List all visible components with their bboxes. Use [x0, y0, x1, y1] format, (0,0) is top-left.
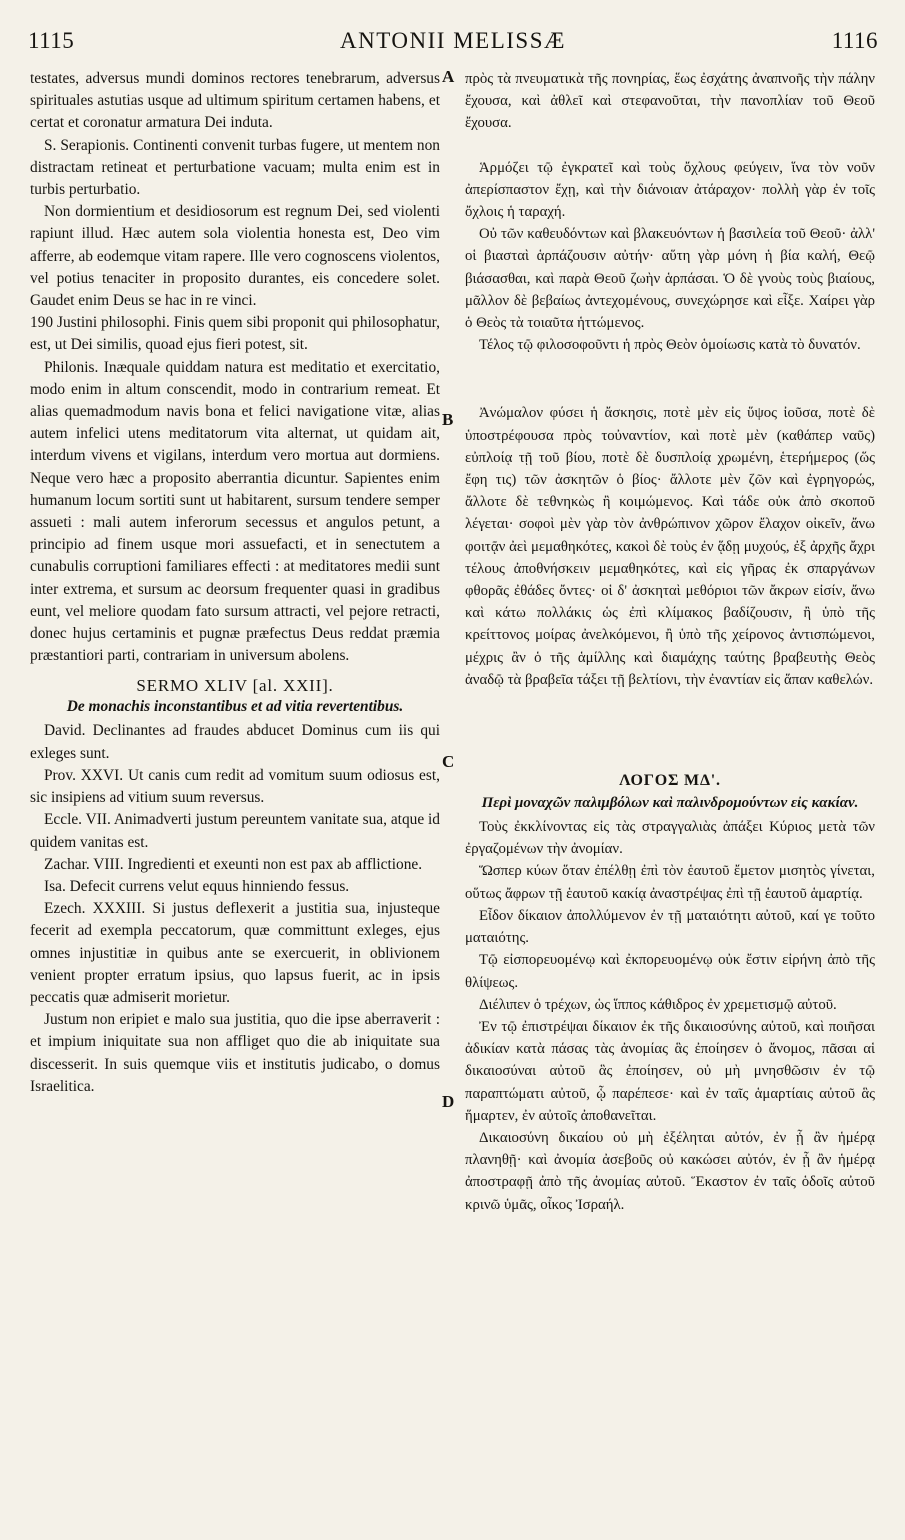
- greek-paragraph: Οὐ τῶν καθευδόντων καὶ βλακευόντων ἡ βασιλεία τοῦ Θεοῦ· ἀλλ' οἱ βιασταὶ ἁρπάζουσιν αὐτήν· αὕτη γὰρ μόνη ἡ βία καλή, Θεῷ βιάσασθαι, καὶ παρὰ Θεοῦ ζωὴν ἁρπάσαι. Ὁ δὲ γνοὺς τοὺς βιαίους, μᾶλλον δὲ βεβαίως ἀντεχομένους, συνεχώρησε καὶ εἶξε. Χαίρει γὰρ ὁ Θεὸς τὰ τοιαῦτα ἡττώμενος.: [465, 226, 875, 332]
- running-title: ANTONII MELISSÆ: [340, 28, 566, 53]
- latin-paragraph: testates, adversus mundi dominos rectores tenebrarum, adversus spirituales astutias usque ad ultimum spiritum certamen habens, et certat et coronatur armatura Dei induta.: [30, 70, 440, 132]
- latin-paragraph: Eccle. VII. Animadverti justum pereuntem vanitate sua, atque id quidem vanitas est.: [30, 811, 440, 851]
- page-number-right: 1116: [831, 28, 878, 53]
- logos-subtitle: Περὶ μοναχῶν παλιμβόλων καὶ παλινδρομούντων εἰς κακίαν.: [481, 795, 859, 812]
- greek-paragraph: Διέλιπεν ὁ τρέχων, ὡς ἵππος κάθιδρος ἐν χρεμετισμῷ αὐτοῦ.: [479, 996, 837, 1013]
- latin-paragraph: Prov. XXVI. Ut canis cum redit ad vomitum suum odiosus est, sic insipiens ad vitium suum reversus.: [30, 766, 440, 807]
- latin-paragraph: Non dormientium et desidiosorum est regnum Dei, sed violenti rapiunt illud. Hæc autem sola violentia honesta est, Deo vim afferre, ab eodemque vitam rapere. Ille vero cognoscens violentos, vel potius tenaciter in proposito durantes, eis concedere solet. Gaudet enim Deus se hac in re vinci.: [30, 203, 440, 310]
- latin-paragraph: Isa. Defecit currens velut equus hinniendo fessus.: [44, 877, 350, 895]
- sermo-subtitle: De monachis inconstantibus et ad vitia revertentibus.: [66, 698, 404, 716]
- greek-paragraph: Ἐν τῷ ἐπιστρέψαι δίκαιον ἐκ τῆς δικαιοσύνης αὐτοῦ, καὶ ποιῆσαι ἀδικίαν κατὰ πάσας τὰς ἀνομίας ἃς ἐποίησεν ὁ ἄνομος, πᾶσαι αἱ δικαιοσύναι αὐτοῦ ἃς ἐποίησεν, οὐ μὴ μνησθῶσιν ἐν τῷ παραπτώματι αὐτοῦ, ᾧ παρέπεσε· καὶ ἐν ταῖς ἁμαρτίαις αὐτοῦ ἃς ἥμαρτεν, ἐν αὐτοῖς ἀποθανεῖται.: [465, 1018, 875, 1124]
- greek-paragraph: πρὸς τὰ πνευματικὰ τῆς πονηρίας, ἕως ἐσχάτης ἀναπνοῆς τὴν πάλην ἔχουσα, καὶ ἀθλεῖ καὶ στεφανοῦται, τὴν πανοπλίαν τοῦ Θεοῦ ἔχουσα.: [465, 71, 875, 132]
- latin-paragraph: 190 Justini philosophi. Finis quem sibi proponit qui philosophatur, est, ut Dei similis, quoad ejus fieri potest, sit.: [30, 314, 440, 354]
- greek-paragraph: Δικαιοσύνη δικαίου οὐ μὴ ἐξέληται αὐτόν, ἐν ᾗ ἂν ἡμέρᾳ πλανηθῇ· καὶ ἀνομία ἀσεβοῦς οὐ κακώσει αὐτόν, ἐν ᾗ ἂν ἡμέρᾳ ἀποστραφῇ ἀπὸ τῆς ἀνομίας αὐτοῦ. Ἕκαστον ἐν ταῖς ὁδοῖς αὐτοῦ κρινῶ ὑμᾶς, οἶκος Ἰσραήλ.: [465, 1129, 875, 1213]
- latin-column: [30, 68, 440, 1098]
- margin-letter-c: C: [442, 752, 455, 771]
- greek-paragraph: Τοὺς ἐκκλίνοντας εἰς τὰς στραγγαλιὰς ἀπάξει Κύριος μετὰ τῶν ἐργαζομένων τὴν ἀνομίαν.: [465, 819, 875, 858]
- sermo-title: SERMO XLIV [al. XXII].: [136, 676, 334, 696]
- latin-paragraph: Justum non eripiet e malo sua justitia, quo die ipse aberraverit : et impium iniquitate sua non affliget quo die ab iniquitate sua discesserit. In suis quemque viis et institutis judicabo, o domus Israelitica.: [30, 1011, 440, 1095]
- greek-paragraph: Εἶδον δίκαιον ἀπολλύμενον ἐν τῇ ματαιότητι αὐτοῦ, καί γε τοῦτο ματαιότης.: [465, 907, 875, 947]
- latin-paragraph: Philonis. Inæquale quiddam natura est meditatio et exercitatio, modo enim in altum conscendit, modo in contrarium remeat. Et alias quemadmodum navis bona et felici navigatione vitæ, alias autem infelici utens meditatorum vita alternat, ut quidam ait, interdum vivens et vigilans, interdum vero mortua aut dormiens. Neque vero hæc a proposito aberrantia dicuntur. Sapientes enim humanum locum sortiti sunt ut habitarent, sursum tendere semper assueti : mali autem inferorum secessus et angulos petunt, a principio ad finem usque mori assuefacti, et in senectutem a cunabulis corruptioni familiares effecti : at meditatores medii sunt inter extrema, et sursum ac deorsum frequenter quasi in gradibus eunt, vel meliore quodam fato sursum attracti, vel pejore retracti, donec hujus certaminis et pugnæ præfectus Deus reddat præmia præstantiori parti, contrariam in universum abolens.: [30, 358, 440, 665]
- greek-paragraph: Ὥσπερ κύων ὅταν ἐπέλθῃ ἐπὶ τὸν ἑαυτοῦ ἔμετον μισητὸς γίνεται, οὕτως ἄφρων τῇ ἑαυτοῦ κακίᾳ ἀναστρέψας ἐπὶ τῇ ἑαυτοῦ ἁμαρτίᾳ.: [465, 863, 875, 902]
- page-header: [28, 28, 878, 64]
- latin-paragraph: Zachar. VIII. Ingredienti et exeunti non est pax ab afflictione.: [44, 855, 423, 873]
- greek-paragraph: Ἁρμόζει τῷ ἐγκρατεῖ καὶ τοὺς ὄχλους φεύγειν, ἵνα τὸν νοῦν ἀπερίσπαστον ἔχῃ, καὶ τὴν διάνοιαν ἀτάραχον· πολλὴ γὰρ ἐν τοῖς ὄχλοις ἡ ταραχή.: [465, 159, 875, 221]
- greek-column: [465, 68, 875, 1216]
- page-number-left: 1115: [28, 28, 75, 53]
- margin-letter-d: D: [442, 1092, 455, 1111]
- logos-title: ΛΟΓΟΣ ΜΔ'.: [619, 772, 721, 790]
- greek-paragraph: Τέλος τῷ φιλοσοφοῦντι ἡ πρὸς Θεὸν ὁμοίωσις κατὰ τὸ δυνατόν.: [479, 337, 861, 354]
- margin-letter-a: A: [442, 67, 455, 86]
- latin-paragraph: David. Declinantes ad fraudes abducet Dominus cum iis qui exleges sunt.: [30, 722, 440, 762]
- greek-paragraph: Τῷ εἰσπορευομένῳ καὶ ἐκπορευομένῳ οὐκ ἔστιν εἰρήνη ἀπὸ τῆς θλίψεως.: [465, 952, 875, 991]
- margin-letter-b: B: [442, 410, 454, 429]
- latin-paragraph: S. Serapionis. Continenti convenit turbas fugere, ut mentem non distractam retineat et perturbatione vacuam; multa enim est in turbis perturbatio.: [30, 136, 440, 199]
- greek-paragraph: Ἀνώμαλον φύσει ἡ ἄσκησις, ποτὲ μὲν εἰς ὕψος ἰοῦσα, ποτὲ δὲ ὑποστρέφουσα πρὸς τοὐναντίον, καὶ ποτὲ μὲν (καθάπερ ναῦς) εὐπλοίᾳ τῇ τοῦ βίου, ποτὲ δὲ δυσπλοίᾳ χρωμένη, ἑτερήμερος (ὥς ἔφη τις) τῶν ἀσκητῶν ὁ βίος· ἄλλοτε μὲν ζῶν καὶ ἐγρηγορώς, ἄλλοτε δὲ τεθνηκὼς ἢ κοιμώμενος. Καὶ τάδε οὐκ ἀπὸ σκοποῦ λέγεται· σοφοὶ μὲν γὰρ τὸν ἀνθρώπινον χῶρον ἔλαχον οἰκεῖν, ἄνω φοιτᾷν ἀεὶ μεμαθηκότες, κακοὶ δὲ τοὺς ἐν ᾅδῃ μυχούς, ἐξ ἀρχῆς ἄχρι τέλους ἀποθνήσκειν μεμαθηκότες, καὶ εἰς γῆρας ἐκ σπαργάνων φθορᾶς ἐθάδες ὄντες· οἱ δ' ἀσκηταὶ μεθόριοι τῶν ἄκρων εἰσίν, ἄνω καὶ κάτω πολλάκις ὡς ἐπὶ κλίμακος βαδίζουσιν, ἢ ὑπὸ τῆς κρείττονος μοίρας ἀνελκόμενοι, ἢ ὑπὸ τῆς χείρονος ἀντισπώμενοι, μέχρις ἂν ὁ τῆς ἁμίλλης καὶ διαμάχης ταύτης βραβευτὴς Θεὸς ἀναδῷ τὰ βραβεῖα τάξει τῇ βελτίονι, τὴν ἐναντίαν εἰς ἅπαν καθελών.: [465, 405, 875, 688]
- latin-paragraph: Ezech. XXXIII. Si justus deflexerit a justitia sua, injusteque fecerit ad exempla peccatorum, quæ committunt exleges, ejus omnes injustitiæ in quibus ante se exercuerit, in oblivionem venient propter erratum ipsius, quo lapsus fuerit, ac in ipsis peccatis quæ admiserit morietur.: [30, 900, 440, 1006]
